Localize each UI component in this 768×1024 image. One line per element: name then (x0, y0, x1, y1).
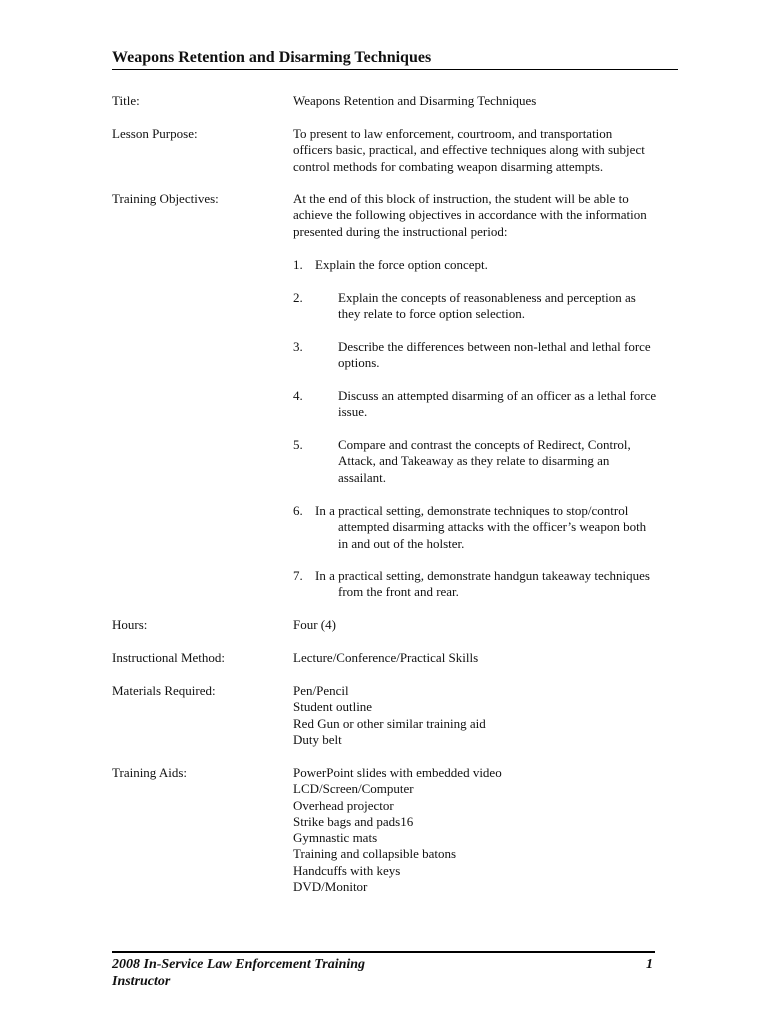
text-line: achieve the following objectives in accordance with the information (293, 207, 647, 223)
objective-number: 6. (293, 503, 303, 518)
list-item: PowerPoint slides with embedded video (293, 765, 502, 780)
footer-line: 2008 In-Service Law Enforcement Training (112, 957, 366, 972)
field-label: Training Aids: (112, 765, 188, 780)
field-label: Instructional Method: (112, 650, 226, 665)
text-line: presented during the instructional period: (293, 223, 508, 239)
list-item: Pen/Pencil (293, 683, 349, 698)
text-line: To present to law enforcement, courtroom, and transportation (293, 126, 613, 141)
objective-text: In a practical setting, demonstrate techniques to stop/control (315, 503, 629, 518)
list-item: LCD/Screen/Computer (293, 781, 414, 797)
footer-line: Instructor (112, 974, 171, 989)
text-line: from the front and rear. (338, 584, 459, 600)
field-value: Weapons Retention and Disarming Techniques (293, 93, 537, 108)
text-line: in and out of the holster. (338, 535, 465, 551)
text-line: Explain the concepts of reasonableness and perception as (338, 290, 636, 305)
list-item: Training and collapsible batons (293, 846, 457, 862)
list-item: Handcuffs with keys (293, 862, 401, 878)
objective-text-continued (338, 519, 683, 552)
footer-text (112, 956, 412, 990)
objective-text: In a practical setting, demonstrate handgun takeaway techniques (315, 568, 650, 583)
text-line: they relate to force option selection. (338, 306, 525, 322)
text-line: control methods for combating weapon disarming attempts. (293, 158, 604, 174)
list-item: Strike bags and pads16 (293, 813, 414, 829)
list-item: Student outline (293, 699, 373, 715)
footer-divider (112, 951, 655, 953)
field-value (293, 126, 683, 175)
list-item: Duty belt (293, 731, 342, 747)
list-item: Overhead projector (293, 797, 394, 813)
list-item: Gymnastic mats (293, 830, 378, 846)
text-line: Attack, and Takeaway as they relate to disarming an (338, 453, 610, 469)
list-item: DVD/Monitor (293, 879, 368, 895)
objective-text: Explain the force option concept. (315, 257, 488, 272)
field-label: Lesson Purpose: (112, 126, 198, 141)
document-title: Weapons Retention and Disarming Techniques (112, 48, 678, 70)
text-line: options. (338, 355, 380, 371)
text-line: assailant. (338, 469, 387, 485)
text-line: Compare and contrast the concepts of Redirect, Control, (338, 437, 631, 452)
materials-list (293, 683, 683, 748)
objective-text-continued (338, 584, 683, 600)
objective-number: 1. (293, 257, 303, 272)
field-label: Materials Required: (112, 683, 216, 698)
objective-number: 3. (293, 339, 303, 354)
text-line: Describe the differences between non-lethal and lethal force (338, 339, 651, 354)
page-number: 1 (646, 957, 653, 972)
list-item: Red Gun or other similar training aid (293, 715, 486, 731)
text-line: At the end of this block of instruction, the student will be able to (293, 191, 629, 206)
objective-number: 4. (293, 388, 303, 403)
objective-number: 5. (293, 437, 303, 452)
field-value: Lecture/Conference/Practical Skills (293, 650, 479, 665)
objective-text (338, 388, 683, 421)
field-label: Training Objectives: (112, 191, 219, 206)
objective-text (338, 290, 683, 323)
objective-text (338, 437, 683, 486)
training-aids-list (293, 765, 683, 895)
text-line: Discuss an attempted disarming of an officer as a lethal force (338, 388, 657, 403)
field-value (293, 191, 683, 240)
text-line: officers basic, practical, and effective techniques along with subject (293, 142, 645, 158)
field-value: Four (4) (293, 617, 336, 632)
field-label: Hours: (112, 617, 148, 632)
text-line: attempted disarming attacks with the officer’s weapon both (338, 519, 647, 535)
objective-number: 7. (293, 568, 303, 583)
text-line: issue. (338, 404, 368, 420)
objective-text (338, 339, 683, 372)
field-label: Title: (112, 93, 140, 108)
objective-number: 2. (293, 290, 303, 305)
